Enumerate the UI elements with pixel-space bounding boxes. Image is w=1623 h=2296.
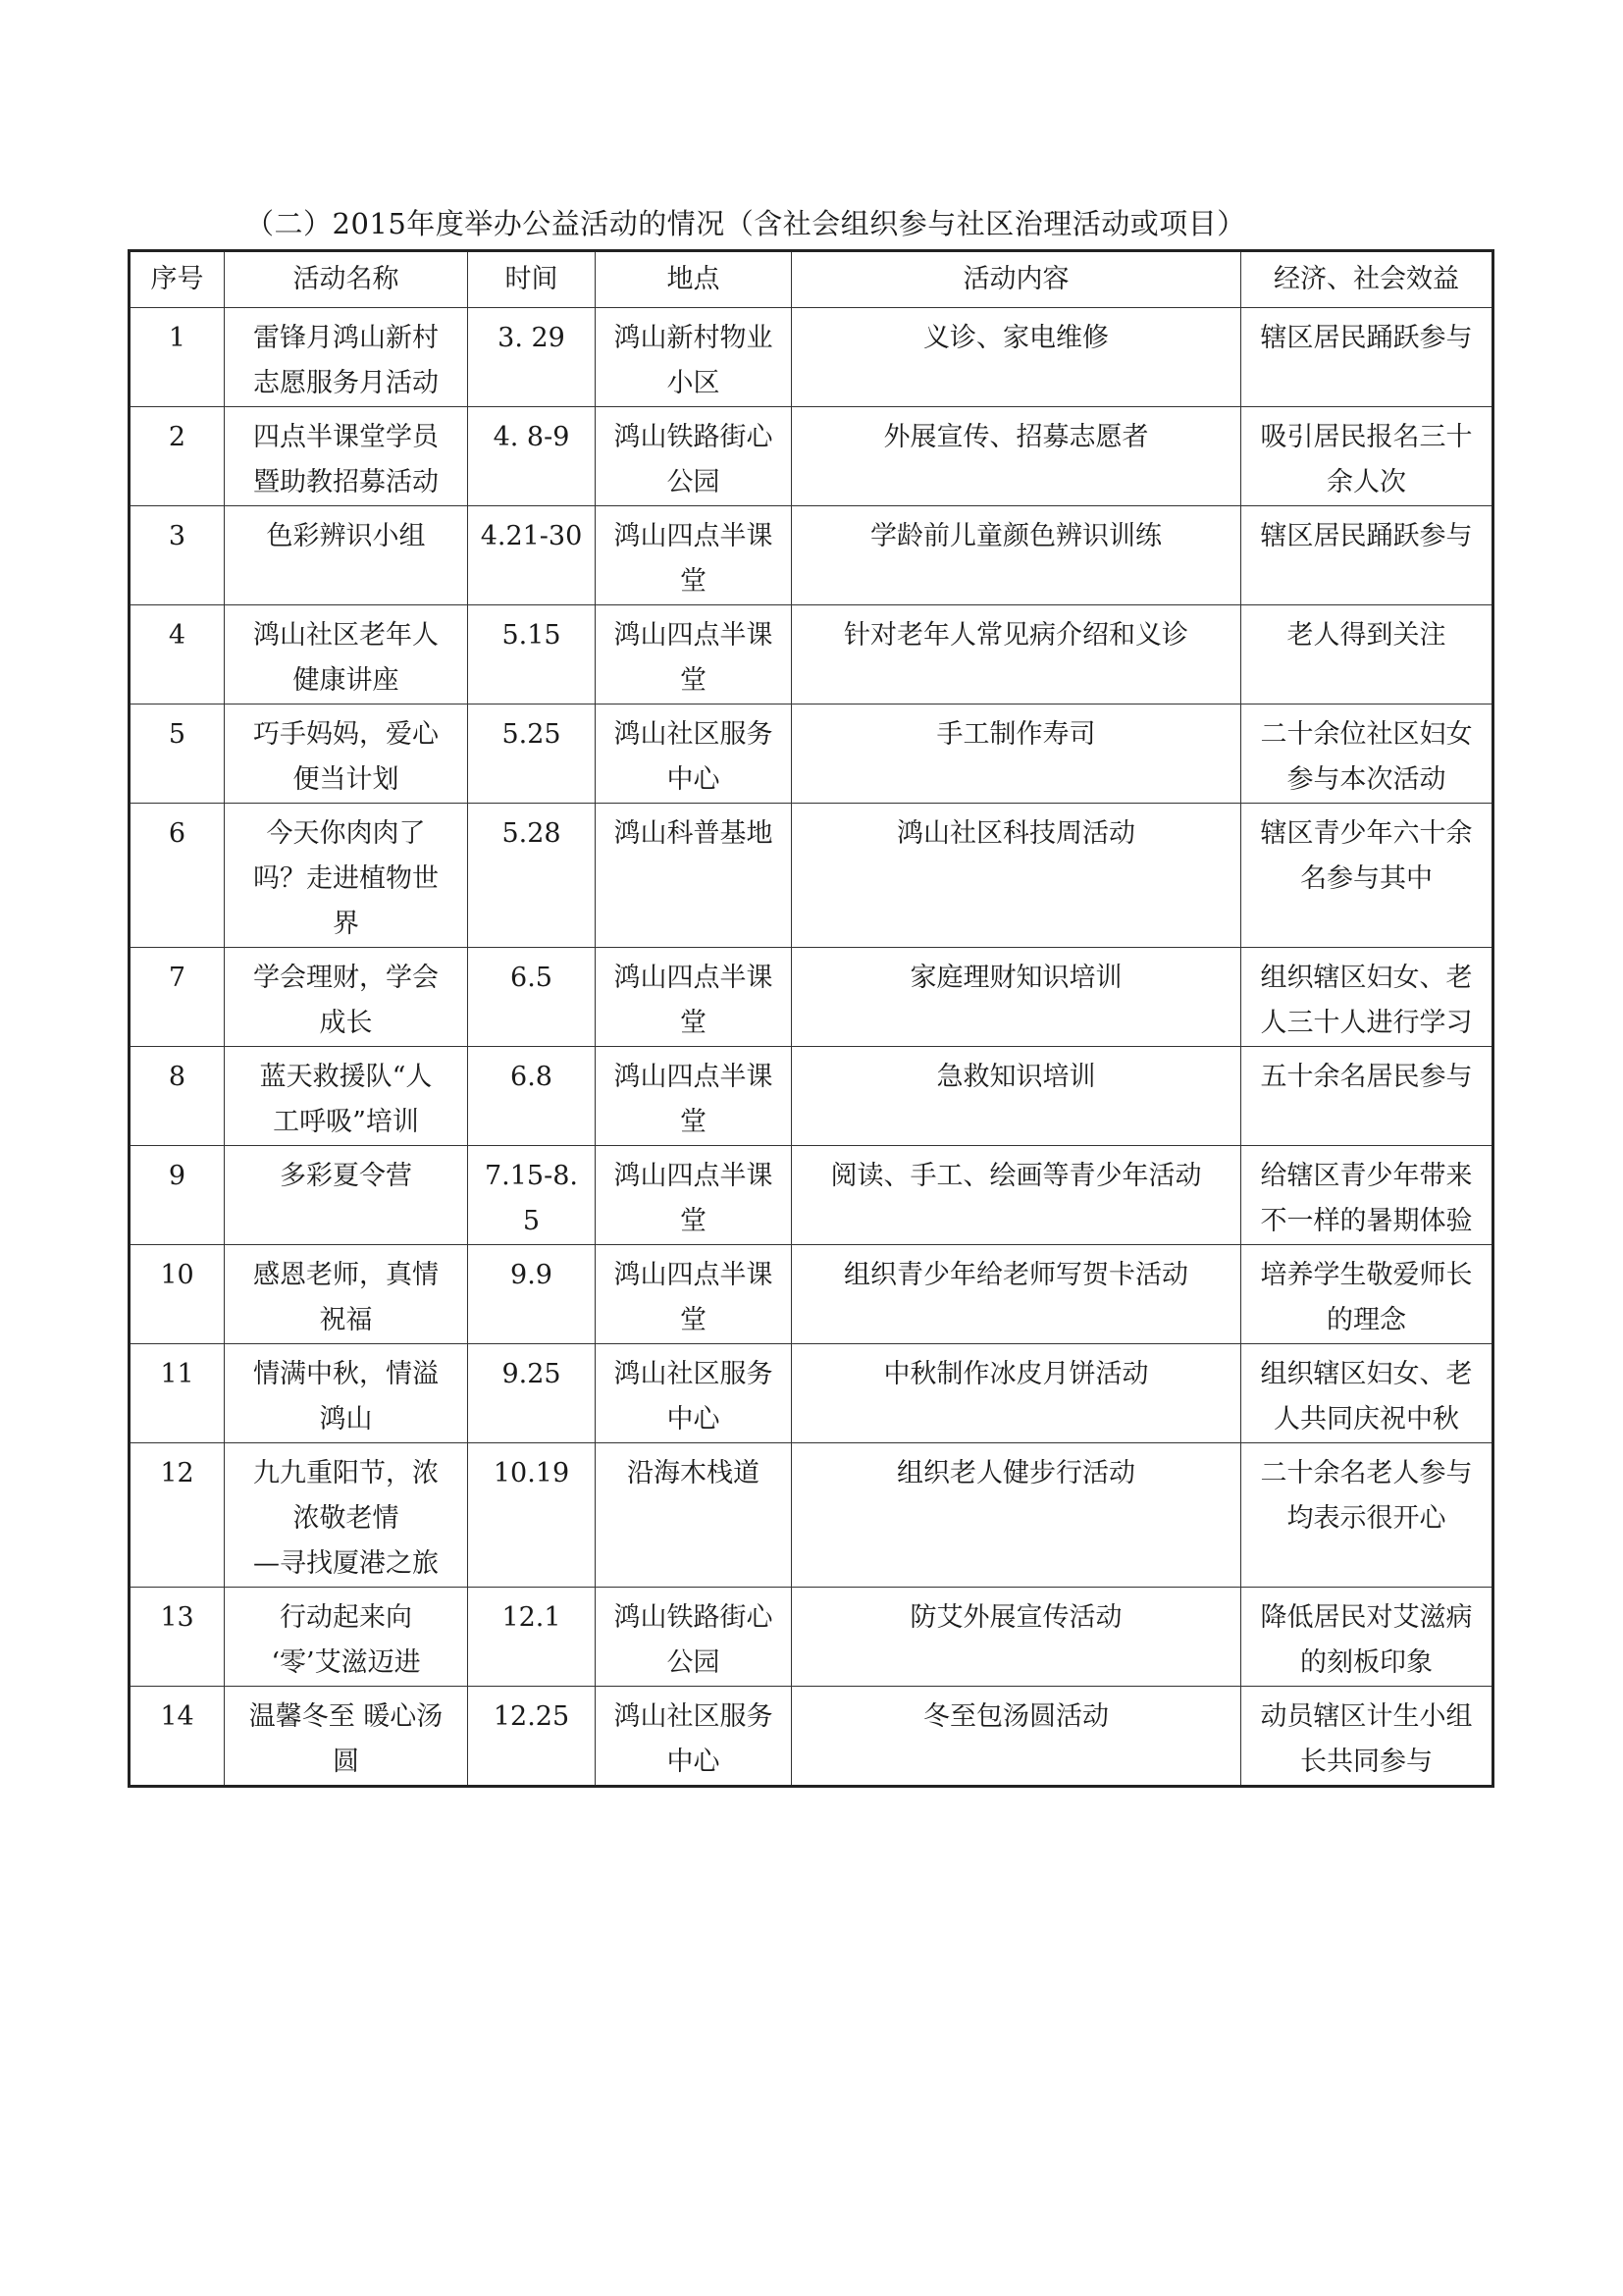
table-row: [130, 704, 1493, 804]
cell-time: 10.19: [468, 1443, 596, 1588]
cell-name-line: 学会理财，学会: [253, 963, 439, 993]
cell-name: [225, 407, 468, 506]
cell-place: [596, 308, 792, 407]
cell-place: [596, 1687, 792, 1787]
table-row: [130, 605, 1493, 704]
cell-content: 外展宣传、招募志愿者: [792, 407, 1241, 506]
cell-time: 5.28: [468, 804, 596, 948]
cell-benefit-line: 长共同参与: [1300, 1747, 1433, 1777]
table-row: [130, 1245, 1493, 1344]
cell-place-line: 堂: [680, 1206, 707, 1236]
table-row: [130, 308, 1493, 407]
header-time: 时间: [468, 251, 596, 308]
cell-benefit-line: 不一样的暑期体验: [1260, 1206, 1473, 1236]
cell-place: [596, 1344, 792, 1443]
cell-place-line: 中心: [666, 1404, 720, 1435]
cell-benefit-line: 名参与其中: [1300, 863, 1433, 894]
cell-place-line: 沿海木栈道: [627, 1458, 759, 1488]
cell-benefit-line: 二十余名老人参与: [1260, 1458, 1473, 1488]
table-row: [130, 1146, 1493, 1245]
cell-benefit-line: 组织辖区妇女、老: [1260, 1359, 1473, 1389]
cell-no: 1: [130, 308, 225, 407]
cell-time: 3. 29: [468, 308, 596, 407]
cell-name-line: 鸿山: [319, 1404, 373, 1435]
cell-no: 4: [130, 605, 225, 704]
cell-name-line: 吗？走进植物世: [253, 863, 439, 894]
cell-benefit-line: 五十余名居民参与: [1260, 1062, 1473, 1092]
cell-time: 9.9: [468, 1245, 596, 1344]
table-row: [130, 1047, 1493, 1146]
cell-benefit-line: 人三十人进行学习: [1260, 1008, 1473, 1038]
cell-benefit: [1241, 804, 1493, 948]
cell-name: [225, 1588, 468, 1687]
cell-no: 5: [130, 704, 225, 804]
header-place: 地点: [596, 251, 792, 308]
cell-content: 针对老年人常见病介绍和义诊: [792, 605, 1241, 704]
cell-place-line: 堂: [680, 665, 707, 696]
cell-place-line: 堂: [680, 566, 707, 597]
table-header-row: [130, 251, 1493, 308]
cell-place: [596, 948, 792, 1047]
cell-content: 组织老人健步行活动: [792, 1443, 1241, 1588]
cell-time: 12.1: [468, 1588, 596, 1687]
cell-benefit: [1241, 308, 1493, 407]
cell-content: 阅读、手工、绘画等青少年活动: [792, 1146, 1241, 1245]
cell-name: [225, 506, 468, 605]
cell-name-line: 健康讲座: [292, 665, 399, 696]
cell-content: 急救知识培训: [792, 1047, 1241, 1146]
cell-place-line: 公园: [666, 1647, 720, 1678]
cell-benefit: [1241, 704, 1493, 804]
cell-place-line: 堂: [680, 1008, 707, 1038]
table-row: [130, 804, 1493, 948]
cell-name-line: 浓敬老情: [292, 1503, 399, 1534]
cell-place-line: 鸿山科普基地: [613, 818, 773, 849]
cell-place-line: 公园: [666, 467, 720, 497]
cell-place: [596, 605, 792, 704]
cell-time: 6.5: [468, 948, 596, 1047]
cell-place-line: 堂: [680, 1107, 707, 1137]
cell-content: 防艾外展宣传活动: [792, 1588, 1241, 1687]
cell-place-line: 鸿山铁路街心: [613, 1602, 773, 1633]
cell-no: 2: [130, 407, 225, 506]
cell-benefit-line: 均表示很开心: [1286, 1503, 1446, 1534]
cell-time: 4.21-30: [468, 506, 596, 605]
cell-name-line: 便当计划: [292, 764, 399, 795]
cell-benefit-line: 辖区居民踊跃参与: [1260, 521, 1473, 551]
cell-place-line: 鸿山四点半课: [613, 620, 773, 651]
cell-benefit: [1241, 506, 1493, 605]
cell-benefit: [1241, 1245, 1493, 1344]
cell-time: 9.25: [468, 1344, 596, 1443]
cell-place-line: 中心: [666, 764, 720, 795]
cell-name: [225, 704, 468, 804]
document-title: （二）2015年度举办公益活动的情况（含社会组织参与社区治理活动或项目）: [245, 207, 1246, 240]
cell-benefit-line: 二十余位社区妇女: [1260, 719, 1473, 750]
cell-name-line: 志愿服务月活动: [253, 368, 439, 398]
cell-benefit-line: 降低居民对艾滋病: [1260, 1602, 1473, 1633]
cell-benefit-line: 组织辖区妇女、老: [1260, 963, 1473, 993]
cell-place: [596, 804, 792, 948]
cell-place: [596, 1588, 792, 1687]
cell-name-line: 圆: [333, 1747, 359, 1777]
table-row: [130, 1687, 1493, 1787]
cell-name-line: 今天你肉肉了: [266, 818, 426, 849]
cell-benefit: [1241, 1687, 1493, 1787]
cell-place-line: 鸿山四点半课: [613, 1161, 773, 1191]
cell-name-line: ‘零’艾滋迈进: [271, 1647, 421, 1678]
cell-no: 10: [130, 1245, 225, 1344]
cell-place-line: 鸿山社区服务: [613, 1359, 773, 1389]
activity-table: [128, 249, 1494, 1788]
cell-place-line: 小区: [666, 368, 720, 398]
cell-place: [596, 704, 792, 804]
cell-time: 5.15: [468, 605, 596, 704]
cell-name-line: 感恩老师，真情: [253, 1260, 439, 1290]
cell-no: 8: [130, 1047, 225, 1146]
cell-name-line: 情满中秋，情溢: [253, 1359, 439, 1389]
cell-content: 组织青少年给老师写贺卡活动: [792, 1245, 1241, 1344]
cell-benefit-line: 的理念: [1327, 1305, 1406, 1335]
cell-benefit-line: 动员辖区计生小组: [1260, 1701, 1473, 1732]
cell-no: 12: [130, 1443, 225, 1588]
cell-no: 6: [130, 804, 225, 948]
cell-name: [225, 1344, 468, 1443]
cell-benefit-line: 辖区居民踊跃参与: [1260, 323, 1473, 353]
cell-place-line: 鸿山四点半课: [613, 963, 773, 993]
cell-content: 中秋制作冰皮月饼活动: [792, 1344, 1241, 1443]
cell-benefit-line: 老人得到关注: [1286, 620, 1446, 651]
cell-no: 7: [130, 948, 225, 1047]
cell-name-line: 色彩辨识小组: [266, 521, 426, 551]
cell-benefit-line: 人共同庆祝中秋: [1274, 1404, 1459, 1435]
table-row: [130, 1443, 1493, 1588]
cell-name-line: 行动起来向: [280, 1602, 412, 1633]
header-no: 序号: [130, 251, 225, 308]
cell-place: [596, 1443, 792, 1588]
cell-name-line: 九九重阳节，浓: [253, 1458, 439, 1488]
cell-benefit: [1241, 1047, 1493, 1146]
cell-place: [596, 506, 792, 605]
cell-content: 义诊、家电维修: [792, 308, 1241, 407]
cell-content: 冬至包汤圆活动: [792, 1687, 1241, 1787]
cell-content: 家庭理财知识培训: [792, 948, 1241, 1047]
cell-content: 鸿山社区科技周活动: [792, 804, 1241, 948]
cell-place-line: 堂: [680, 1305, 707, 1335]
cell-no: 11: [130, 1344, 225, 1443]
cell-name: [225, 1245, 468, 1344]
cell-place-line: 鸿山社区服务: [613, 1701, 773, 1732]
cell-no: 3: [130, 506, 225, 605]
table-row: [130, 1588, 1493, 1687]
cell-name: [225, 948, 468, 1047]
cell-benefit-line: 参与本次活动: [1286, 764, 1446, 795]
cell-name: [225, 1687, 468, 1787]
cell-content: 手工制作寿司: [792, 704, 1241, 804]
cell-benefit: [1241, 1146, 1493, 1245]
cell-place-line: 鸿山社区服务: [613, 719, 773, 750]
cell-place-line: 鸿山四点半课: [613, 521, 773, 551]
cell-name: [225, 605, 468, 704]
cell-benefit-line: 给辖区青少年带来: [1260, 1161, 1473, 1191]
cell-name: [225, 308, 468, 407]
cell-place-line: 中心: [666, 1747, 720, 1777]
cell-name: [225, 1443, 468, 1588]
cell-benefit: [1241, 1588, 1493, 1687]
header-content: 活动内容: [792, 251, 1241, 308]
cell-name-line: 四点半课堂学员: [253, 422, 439, 452]
cell-benefit-line: 辖区青少年六十余: [1260, 818, 1473, 849]
cell-benefit: [1241, 605, 1493, 704]
cell-name-line: 暨助教招募活动: [253, 467, 439, 497]
cell-name-line: 蓝天救援队“人: [259, 1062, 433, 1092]
cell-place-line: 鸿山四点半课: [613, 1062, 773, 1092]
cell-time: 7.15-8.5: [468, 1146, 596, 1245]
cell-no: 9: [130, 1146, 225, 1245]
header-name: 活动名称: [225, 251, 468, 308]
cell-benefit: [1241, 1443, 1493, 1588]
cell-place: [596, 1047, 792, 1146]
cell-place: [596, 1245, 792, 1344]
cell-benefit-line: 培养学生敬爱师长: [1260, 1260, 1473, 1290]
cell-name-line: 多彩夏令营: [280, 1161, 412, 1191]
cell-no: 14: [130, 1687, 225, 1787]
cell-name-line: 祝福: [319, 1305, 373, 1335]
cell-name-line: 温馨冬至 暖心汤: [248, 1701, 444, 1732]
cell-time: 12.25: [468, 1687, 596, 1787]
cell-time: 6.8: [468, 1047, 596, 1146]
cell-place: [596, 1146, 792, 1245]
cell-benefit-line: 的刻板印象: [1300, 1647, 1433, 1678]
cell-benefit: [1241, 948, 1493, 1047]
cell-place-line: 鸿山新村物业: [613, 323, 773, 353]
table-row: [130, 407, 1493, 506]
cell-benefit-line: 余人次: [1327, 467, 1406, 497]
table-row: [130, 506, 1493, 605]
cell-benefit-line: 吸引居民报名三十: [1260, 422, 1473, 452]
cell-no: 13: [130, 1588, 225, 1687]
cell-name: [225, 1146, 468, 1245]
cell-time: 5.25: [468, 704, 596, 804]
cell-name: [225, 804, 468, 948]
cell-benefit: [1241, 1344, 1493, 1443]
cell-name-line: 工呼吸”培训: [273, 1107, 419, 1137]
table-body: [130, 308, 1493, 1787]
cell-name-line: 雷锋月鸿山新村: [253, 323, 439, 353]
cell-name-line: —寻找厦港之旅: [253, 1548, 439, 1579]
header-benefit: 经济、社会效益: [1241, 251, 1493, 308]
cell-name-line: 成长: [319, 1008, 373, 1038]
cell-place-line: 鸿山铁路街心: [613, 422, 773, 452]
cell-place: [596, 407, 792, 506]
cell-benefit: [1241, 407, 1493, 506]
cell-name-line: 鸿山社区老年人: [253, 620, 439, 651]
cell-place-line: 鸿山四点半课: [613, 1260, 773, 1290]
cell-name-line: 巧手妈妈，爱心: [253, 719, 439, 750]
cell-content: 学龄前儿童颜色辨识训练: [792, 506, 1241, 605]
cell-time: 4. 8-9: [468, 407, 596, 506]
cell-name: [225, 1047, 468, 1146]
table-row: [130, 1344, 1493, 1443]
table-row: [130, 948, 1493, 1047]
cell-name-line: 界: [333, 909, 359, 939]
